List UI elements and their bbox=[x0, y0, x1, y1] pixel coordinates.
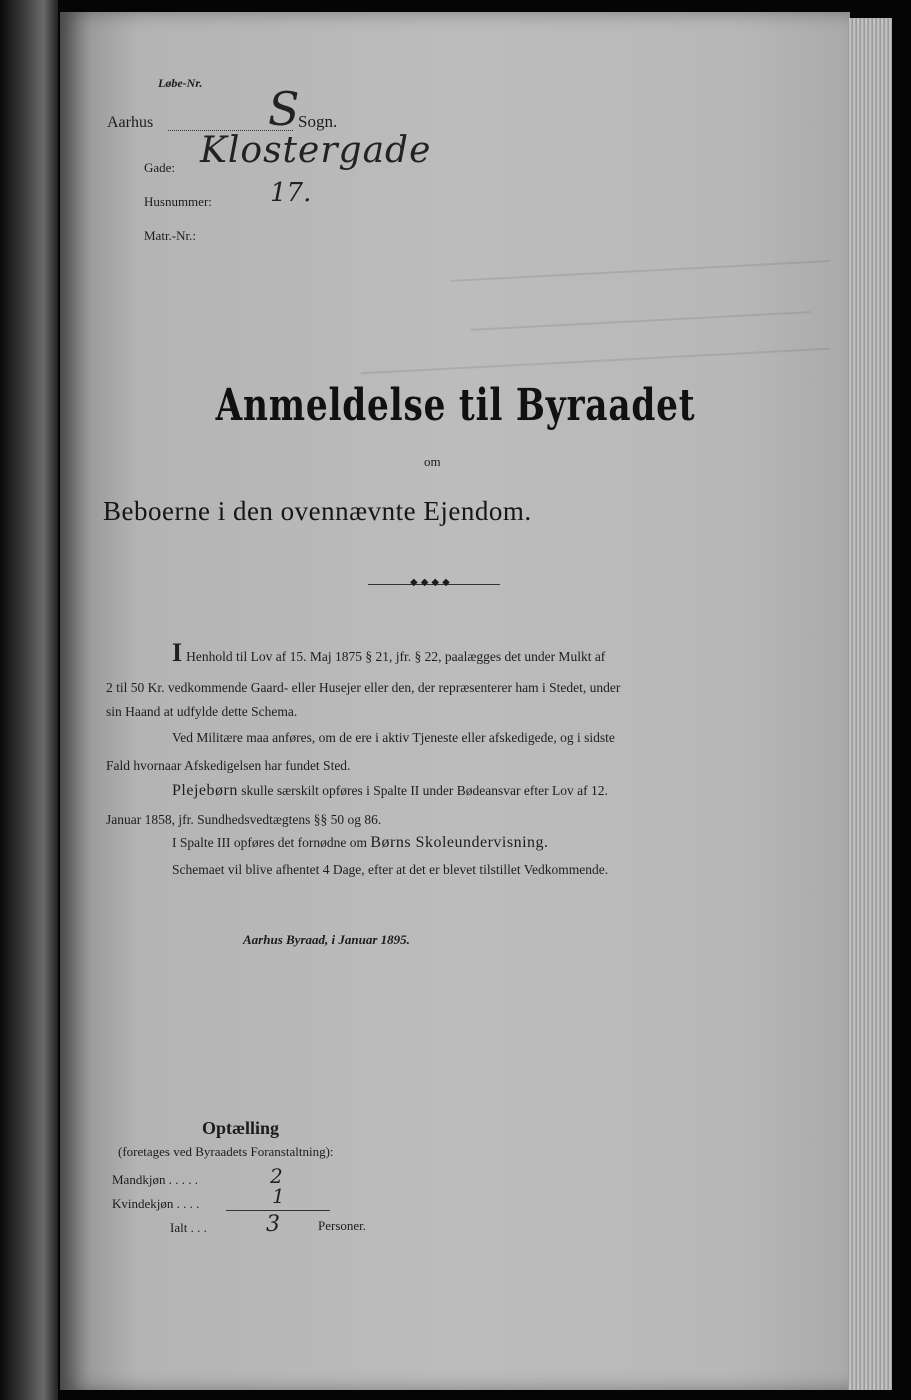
drop-initial: I bbox=[172, 638, 183, 667]
book-spine-left bbox=[0, 0, 58, 1400]
body-line-2: 2 til 50 Kr. vedkommende Gaard- eller Husejer eller den, der repræsenterer ham i Stedet, under bbox=[106, 680, 621, 695]
body-line-7: Januar 1858, jfr. Sundhedsvedtægtens §§ 50 og 86. bbox=[106, 812, 382, 827]
kvindekjon-label: Kvindekjøn . . . . bbox=[112, 1196, 200, 1211]
mandkjon-label: Mandkjøn . . . . . bbox=[112, 1172, 198, 1187]
gade-value: Klostergade bbox=[200, 130, 432, 171]
count-subtitle: (foretages ved Byraadets Foranstaltning): bbox=[118, 1144, 334, 1159]
husnummer-value: 17. bbox=[270, 178, 312, 208]
plejeborn-emphasis: Plejebørn bbox=[172, 782, 238, 799]
body-line-8: I Spalte III opføres det fornødne om Børns Skoleundervisning. bbox=[172, 834, 549, 851]
body-line-4: Ved Militære maa anføres, om de ere i aktiv Tjeneste eller afskedigede, og i sidste bbox=[172, 730, 615, 745]
count-title: Optælling bbox=[202, 1118, 280, 1138]
body-line-3: sin Haand at udfylde dette Schema. bbox=[106, 704, 298, 719]
matr-nr-label: Matr.-Nr.: bbox=[144, 228, 196, 243]
document-title: Anmeldelse til Byraadet bbox=[215, 380, 696, 431]
loebe-nr-label: Løbe-Nr. bbox=[158, 76, 203, 90]
ialt-value: 3 bbox=[266, 1212, 280, 1237]
ornament-dots: ◆◆◆◆ bbox=[410, 577, 453, 588]
page-edges bbox=[848, 18, 892, 1390]
document-subtitle: Beboerne i den ovennævnte Ejendom. bbox=[103, 496, 532, 526]
count-sum-rule bbox=[226, 1210, 330, 1211]
gade-label: Gade: bbox=[144, 160, 176, 175]
body-line-5: Fald hvornaar Afskedigelsen har fundet Sted. bbox=[106, 758, 351, 773]
sogn-label: Sogn. bbox=[298, 112, 338, 131]
ialt-label: Ialt . . . bbox=[170, 1220, 207, 1235]
sogn-value: S bbox=[268, 82, 300, 136]
husnummer-label: Husnummer: bbox=[144, 194, 212, 209]
title-om: om bbox=[424, 454, 441, 469]
mandkjon-value: 2 bbox=[270, 1164, 283, 1188]
body-line-6: Plejebørn skulle særskilt opføres i Spalte II under Bødeansvar efter Lov af 12. bbox=[172, 782, 608, 799]
body-line-9: Schemaet vil blive afhentet 4 Dage, efter at det er blevet tilstillet Vedkommende. bbox=[172, 862, 609, 877]
kvindekjon-value: 1 bbox=[272, 1184, 285, 1208]
aarhus-label: Aarhus bbox=[107, 114, 154, 131]
borns-skoleundervisning-emphasis: Børns Skoleundervisning. bbox=[370, 834, 549, 851]
body-line-1: I Henhold til Lov af 15. Maj 1875 § 21, jfr. § 22, paalægges det under Mulkt af bbox=[172, 638, 606, 667]
signature-line: Aarhus Byraad, i Januar 1895. bbox=[243, 932, 410, 947]
personer-label: Personer. bbox=[318, 1218, 367, 1233]
